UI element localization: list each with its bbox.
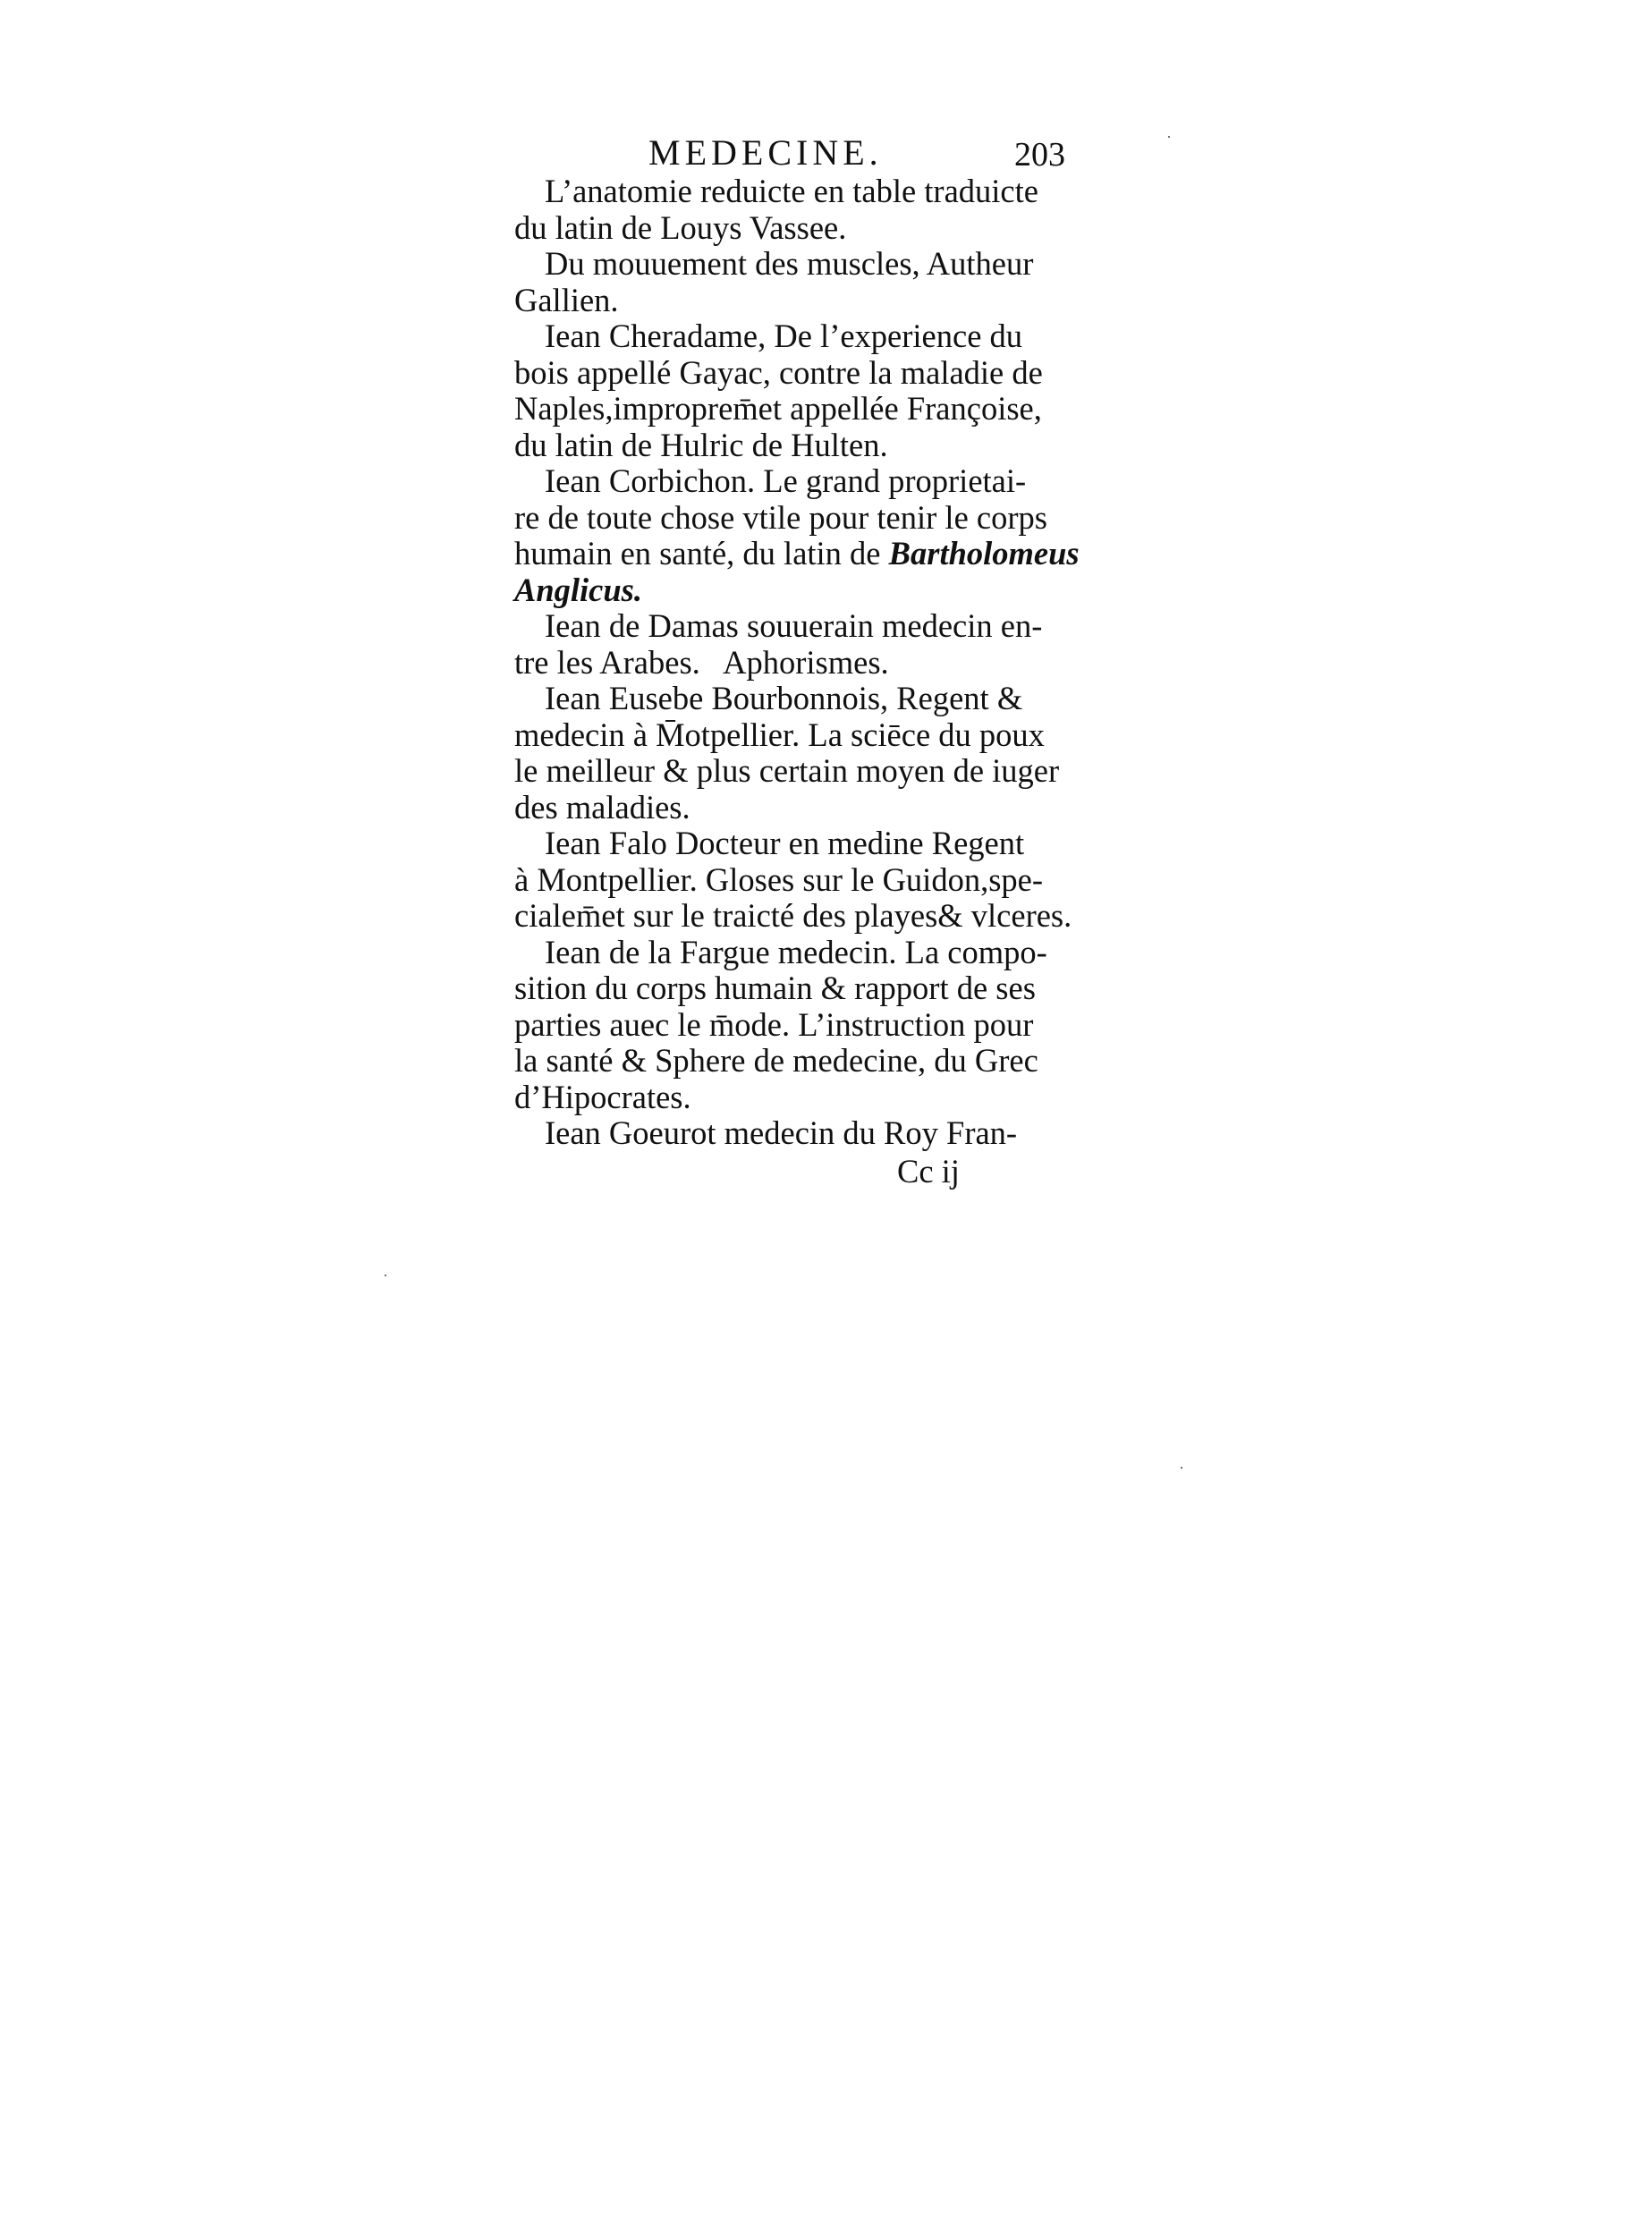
page-footer — [514, 1154, 1078, 1195]
entry-line: le meilleur & plus certain moyen de iuger — [514, 752, 1060, 789]
entry-line-with-italic — [514, 536, 1078, 572]
entry-line: Iean Eusebe Bourbonnois, Regent & — [545, 680, 1023, 716]
italic-name: Bartholomeus — [888, 535, 1080, 572]
entry-line: Gallien. — [514, 281, 619, 318]
entry-line: Iean Corbichon. Le grand proprietai- — [545, 462, 1027, 499]
entry-goeurot — [514, 1115, 1078, 1152]
entry-line-text: humain en santé, du latin de — [514, 535, 881, 572]
running-title: MEDECINE. — [648, 132, 883, 173]
ink-speck — [1181, 1467, 1182, 1469]
entry-line: Iean de la Fargue medecin. La compo- — [545, 933, 1047, 970]
entry-line: Iean Falo Docteur en medine Regent — [545, 825, 1025, 861]
entry-line: d’Hipocrates. — [514, 1078, 691, 1115]
entry-line: Iean Cheradame, De l’experience du — [545, 318, 1023, 354]
entry-anatomie — [514, 174, 1078, 246]
ink-speck — [1168, 136, 1170, 138]
entry-damas — [514, 608, 1078, 681]
italic-name: Anglicus. — [514, 571, 643, 608]
entry-eusebe — [514, 681, 1078, 826]
entry-line: L’anatomie reduicte en table traduicte — [545, 173, 1038, 209]
entry-fargue — [514, 935, 1078, 1116]
entry-falo — [514, 826, 1078, 935]
entry-line: Iean de Damas souuerain medecin en- — [545, 607, 1043, 644]
entry-line: medecin à M̄otpellier. La sciēce du poux — [514, 716, 1045, 753]
entry-mouuement — [514, 246, 1078, 318]
entry-corbichon — [514, 463, 1078, 608]
entry-line: tre les Arabes. Aphorismes. — [514, 643, 889, 681]
ink-speck — [385, 1275, 386, 1276]
entry-line: parties auec le m̄ode. L’instruction pour — [514, 1005, 1034, 1043]
signature-mark: Cc ij — [897, 1152, 960, 1190]
entry-line: du latin de Hulric de Hulten. — [514, 426, 888, 463]
entry-line: Naples,improprem̄et appellée Françoise, — [514, 390, 1042, 427]
entry-line: la santé & Sphere de medecine, du Grec — [514, 1042, 1038, 1079]
entry-line: Du mouuement des muscles, Autheur — [545, 245, 1034, 282]
entry-line: re de toute chose vtile pour tenir le corps — [514, 498, 1047, 536]
page-number: 203 — [1014, 136, 1065, 174]
entry-line: du latin de Louys Vassee. — [514, 208, 847, 246]
text-block — [514, 132, 1078, 1195]
entry-line: à Montpellier. Gloses sur le Guidon,spe- — [514, 860, 1044, 898]
entry-line: cialem̄et sur le traicté des playes& vlceres. — [514, 897, 1072, 934]
entry-line: des maladies. — [514, 788, 690, 826]
page-header — [514, 132, 1078, 174]
entry-cheradame — [514, 318, 1078, 463]
entry-line: Iean Goeurot medecin du Roy Fran- — [545, 1114, 1018, 1151]
entry-line: sition du corps humain & rapport de ses — [514, 970, 1036, 1006]
entry-line: bois appellé Gayac, contre la maladie de — [514, 353, 1043, 391]
